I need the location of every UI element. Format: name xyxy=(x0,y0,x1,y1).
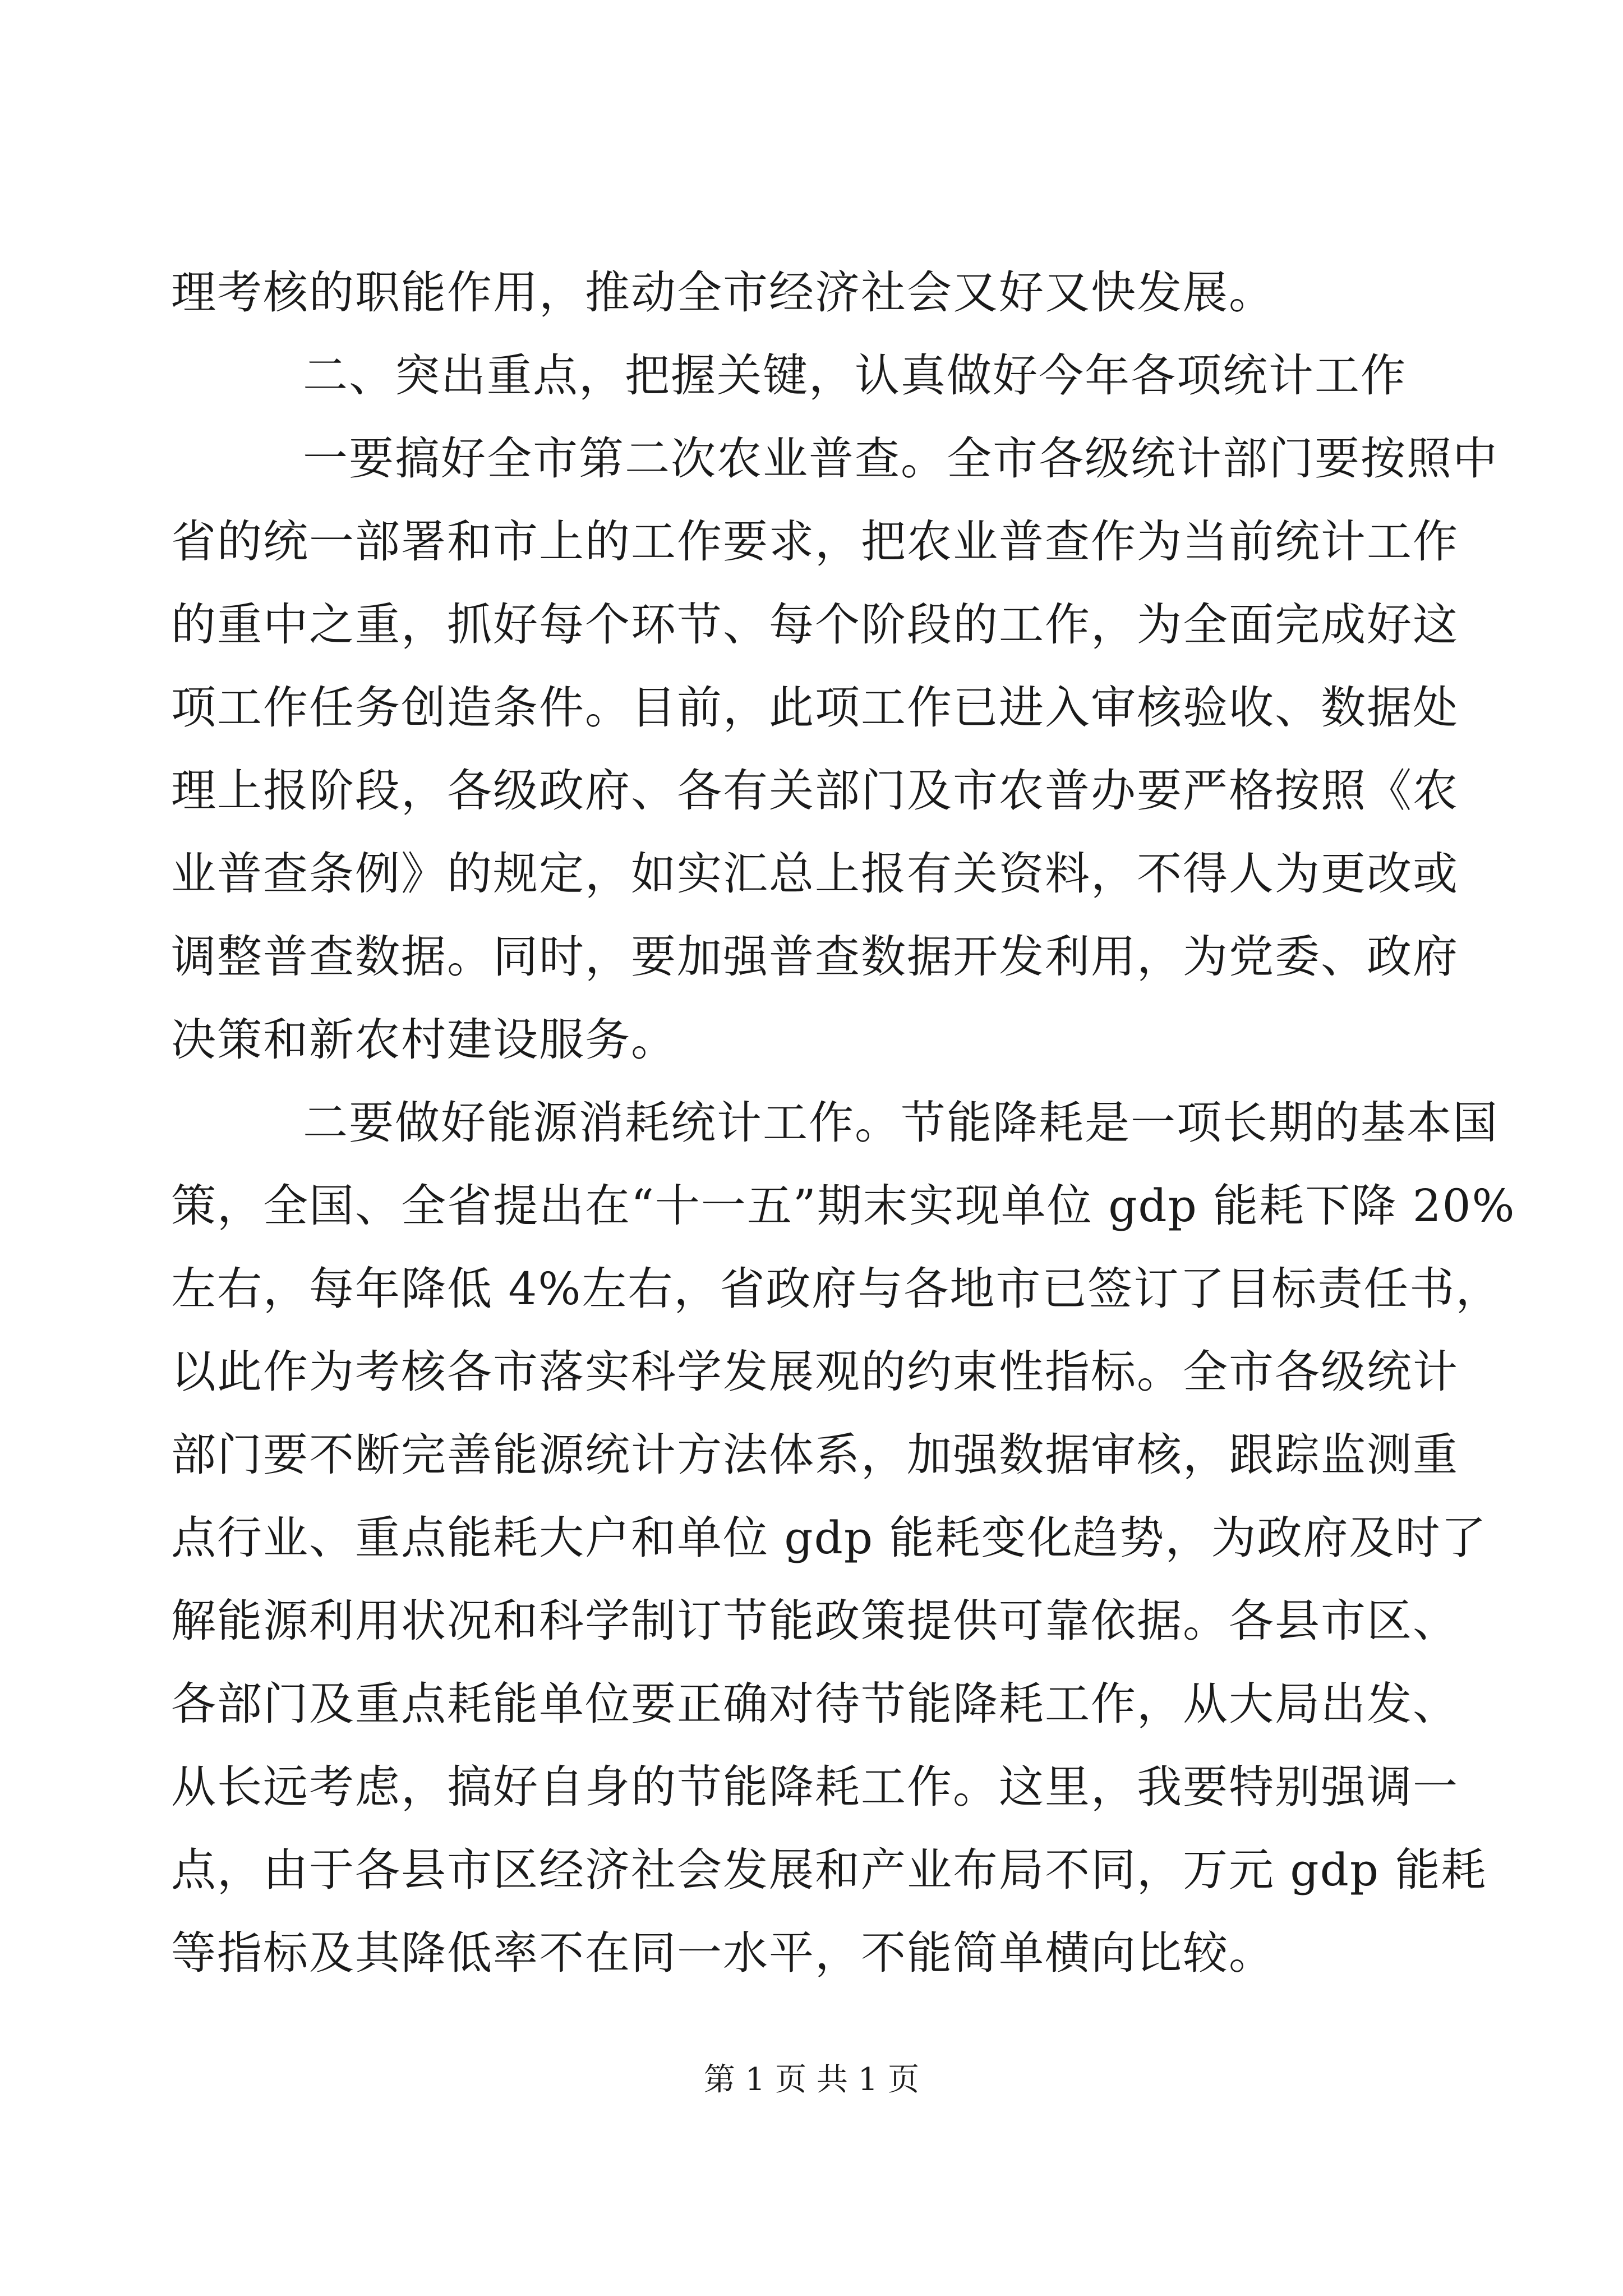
text-line: 以此作为考核各市落实科学发展观的约束性指标。全市各级统计 xyxy=(171,1346,1459,1398)
paragraph-start: 二要做好能源消耗统计工作。节能降耗是一项长期的基本国 xyxy=(303,1097,1498,1149)
text-line: 解能源利用状况和科学制订节能政策提供可靠依据。各县市区、 xyxy=(171,1595,1459,1647)
text-line: 各部门及重点耗能单位要正确对待节能降耗工作，从大局出发、 xyxy=(171,1678,1459,1730)
text-line: 省的统一部署和市上的工作要求，把农业普查作为当前统计工作 xyxy=(171,516,1459,568)
page-footer: 第 1 页 共 1 页 xyxy=(703,2062,920,2098)
text-line: 调整普查数据。同时，要加强普查数据开发利用，为党委、政府 xyxy=(171,931,1459,983)
text-line: 理上报阶段，各级政府、各有关部门及市农普办要严格按照《农 xyxy=(171,765,1459,817)
section-heading: 二、突出重点，把握关键，认真做好今年各项统计工作 xyxy=(303,349,1407,402)
paragraph-start: 一要搞好全市第二次农业普查。全市各级统计部门要按照中 xyxy=(303,432,1498,485)
text-line: 决策和新农村建设服务。 xyxy=(171,1014,677,1066)
text-line: 等指标及其降低率不在同一水平，不能简单横向比较。 xyxy=(171,1927,1275,1979)
text-line: 策，全国、全省提出在“十一五”期末实现单位 gdp 能耗下降 20% xyxy=(171,1180,1516,1232)
text-line: 项工作任务创造条件。目前，此项工作已进入审核验收、数据处 xyxy=(171,682,1459,734)
text-line: 部门要不断完善能源统计方法体系，加强数据审核，跟踪监测重 xyxy=(171,1429,1459,1481)
document-body xyxy=(171,251,1516,1995)
text-line: 理考核的职能作用，推动全市经济社会又好又快发展。 xyxy=(171,266,1275,319)
text-line: 从长远考虑，搞好自身的节能降耗工作。这里，我要特别强调一 xyxy=(171,1761,1459,1813)
text-line: 左右，每年降低 4%左右，省政府与各地市已签订了目标责任书， xyxy=(171,1263,1502,1315)
text-line: 业普查条例》的规定，如实汇总上报有关资料，不得人为更改或 xyxy=(171,848,1459,900)
text-line: 点，由于各县市区经济社会发展和产业布局不同，万元 gdp 能耗 xyxy=(171,1844,1487,1896)
text-line: 的重中之重，抓好每个环节、每个阶段的工作，为全面完成好这 xyxy=(171,599,1459,651)
text-line: 点行业、重点能耗大户和单位 gdp 能耗变化趋势，为政府及时了 xyxy=(171,1512,1487,1564)
